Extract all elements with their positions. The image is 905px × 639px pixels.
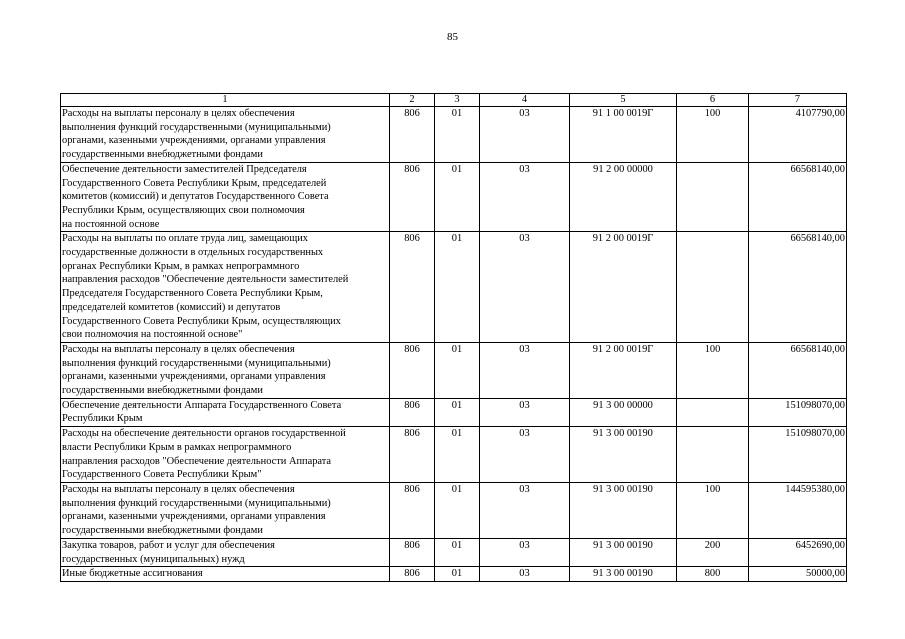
table-row	[61, 398, 847, 426]
row-subsection-code: 03	[480, 107, 570, 163]
table-row	[61, 342, 847, 398]
column-header-2: 2	[390, 94, 435, 107]
row-expense-type	[677, 232, 749, 343]
row-expense-type	[677, 427, 749, 483]
row-expense-type: 100	[677, 342, 749, 398]
row-admin-code: 806	[390, 538, 435, 566]
row-description: Иные бюджетные ассигнования	[61, 567, 390, 582]
column-header-5: 5	[570, 94, 677, 107]
table-row	[61, 567, 847, 582]
row-target-article: 91 3 00 00000	[570, 398, 677, 426]
row-amount: 151098070,00	[749, 398, 847, 426]
row-amount: 66568140,00	[749, 232, 847, 343]
row-admin-code: 806	[390, 107, 435, 163]
row-admin-code: 806	[390, 162, 435, 232]
row-expense-type	[677, 162, 749, 232]
row-section-code: 01	[435, 107, 480, 163]
column-header-6: 6	[677, 94, 749, 107]
row-section-code: 01	[435, 162, 480, 232]
row-expense-type	[677, 398, 749, 426]
row-section-code: 01	[435, 398, 480, 426]
row-admin-code: 806	[390, 232, 435, 343]
row-subsection-code: 03	[480, 567, 570, 582]
row-amount: 144595380,00	[749, 482, 847, 538]
row-subsection-code: 03	[480, 427, 570, 483]
row-section-code: 01	[435, 567, 480, 582]
row-amount: 151098070,00	[749, 427, 847, 483]
row-description: Расходы на выплаты по оплате труда лиц, замещающих государственные должности в отдельных государственных органах Республики Крым, в рамках непрограммного направления расходов "Обеспечение деятельности заместителей Председателя Государственного Совета Республики Крым, председателей комитетов (комиссий) и депутатов Государственного Совета Республики Крым, осуществляющих свои полномочия на постоянной основе"	[61, 232, 390, 343]
row-amount: 4107790,00	[749, 107, 847, 163]
header-row	[61, 94, 847, 107]
row-target-article: 91 3 00 00190	[570, 538, 677, 566]
table-row	[61, 482, 847, 538]
row-admin-code: 806	[390, 482, 435, 538]
row-subsection-code: 03	[480, 482, 570, 538]
row-amount: 66568140,00	[749, 342, 847, 398]
row-description: Расходы на выплаты персоналу в целях обеспечения выполнения функций государственными (муниципальными) органами, казенными учреждениями, органами управления государственными внебюджетными фондами	[61, 482, 390, 538]
row-description: Обеспечение деятельности заместителей Председателя Государственного Совета Республики Крым, председателей комитетов (комиссий) и депутатов Государственного Совета Республики Крым, осуществляющих свои полномочия на постоянной основе	[61, 162, 390, 232]
row-section-code: 01	[435, 232, 480, 343]
row-description: Расходы на выплаты персоналу в целях обеспечения выполнения функций государственными (муниципальными) органами, казенными учреждениями, органами управления государственными внебюджетными фондами	[61, 107, 390, 163]
row-target-article: 91 3 00 00190	[570, 567, 677, 582]
row-target-article: 91 3 00 00190	[570, 427, 677, 483]
table-row	[61, 232, 847, 343]
table-row	[61, 538, 847, 566]
row-amount: 66568140,00	[749, 162, 847, 232]
column-header-7: 7	[749, 94, 847, 107]
row-section-code: 01	[435, 538, 480, 566]
row-expense-type: 100	[677, 482, 749, 538]
row-expense-type: 200	[677, 538, 749, 566]
row-admin-code: 806	[390, 567, 435, 582]
row-subsection-code: 03	[480, 398, 570, 426]
column-header-4: 4	[480, 94, 570, 107]
row-description: Расходы на обеспечение деятельности органов государственной власти Республики Крым в рамках непрограммного направления расходов "Обеспечение деятельности Аппарата Государственного Совета Республики Крым"	[61, 427, 390, 483]
column-header-3: 3	[435, 94, 480, 107]
row-subsection-code: 03	[480, 162, 570, 232]
row-admin-code: 806	[390, 427, 435, 483]
row-amount: 50000,00	[749, 567, 847, 582]
row-section-code: 01	[435, 427, 480, 483]
row-description: Обеспечение деятельности Аппарата Государственного Совета Республики Крым	[61, 398, 390, 426]
row-description: Расходы на выплаты персоналу в целях обеспечения выполнения функций государственными (муниципальными) органами, казенными учреждениями, органами управления государственными внебюджетными фондами	[61, 342, 390, 398]
row-section-code: 01	[435, 482, 480, 538]
row-section-code: 01	[435, 342, 480, 398]
row-admin-code: 806	[390, 398, 435, 426]
row-subsection-code: 03	[480, 342, 570, 398]
page-number: 85	[447, 31, 458, 43]
row-target-article: 91 1 00 0019Г	[570, 107, 677, 163]
column-header-1: 1	[61, 94, 390, 107]
table-row	[61, 427, 847, 483]
row-expense-type: 800	[677, 567, 749, 582]
row-description: Закупка товаров, работ и услуг для обеспечения государственных (муниципальных) нужд	[61, 538, 390, 566]
row-admin-code: 806	[390, 342, 435, 398]
budget-table	[60, 93, 847, 582]
row-target-article: 91 2 00 0019Г	[570, 232, 677, 343]
row-target-article: 91 2 00 0019Г	[570, 342, 677, 398]
row-target-article: 91 3 00 00190	[570, 482, 677, 538]
row-amount: 6452690,00	[749, 538, 847, 566]
row-subsection-code: 03	[480, 232, 570, 343]
table-row	[61, 107, 847, 163]
table-row	[61, 162, 847, 232]
row-expense-type: 100	[677, 107, 749, 163]
row-subsection-code: 03	[480, 538, 570, 566]
row-target-article: 91 2 00 00000	[570, 162, 677, 232]
